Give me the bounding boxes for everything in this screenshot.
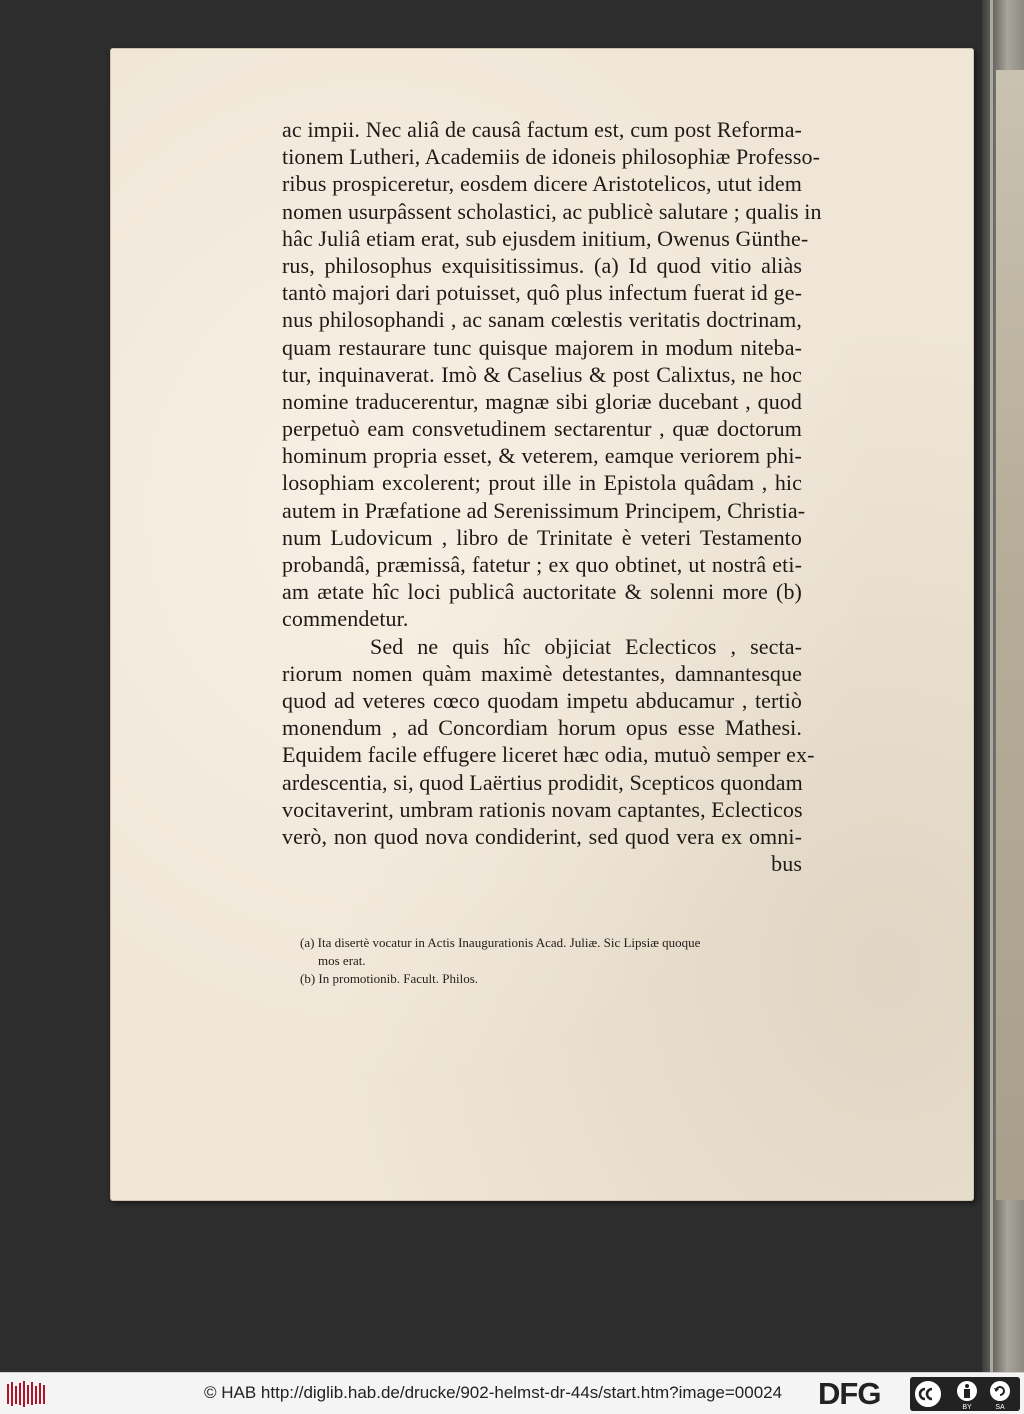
footnotes — [300, 934, 820, 988]
text-line: tionem Lutheri, Academiis de idoneis philosophiæ Professo- — [282, 144, 821, 170]
text-line: hominum propria esset, & veterem, eamque veriorem phi- — [282, 443, 802, 469]
text-line: autem in Præfatione ad Serenissimum Principem, Christia- — [282, 497, 806, 523]
copyright-link[interactable]: © HAB http://diglib.hab.de/drucke/902-helmst-dr-44s/start.htm?image=00024 — [204, 1383, 783, 1402]
text-line: nomine traducerentur, magnæ sibi gloriæ ducebant , quod — [282, 388, 802, 414]
footnote-line: (b) In promotionib. Facult. Philos. — [300, 971, 479, 986]
text-line: verò, non quod nova condiderint, sed quod vera ex omni- — [282, 823, 802, 849]
hab-library-logo-icon — [6, 1380, 46, 1408]
text-line: ribus prospiceretur, eosdem dicere Aristotelicos, utut idem — [282, 171, 802, 197]
main-text — [282, 116, 822, 877]
text-line: monendum , ad Concordiam horum opus esse Mathesi. — [282, 715, 802, 741]
text-line: tur, inquinaverat. Imò & Caselius & post Calixtus, ne hoc — [282, 361, 802, 387]
text-line: Sed ne quis hîc objiciat Eclecticos , secta- — [370, 633, 802, 659]
text-line: losophiam excolerent; prout ille in Epistola quâdam , hic — [282, 470, 802, 496]
text-line: ac impii. Nec aliâ de causâ factum est, cum post Reforma- — [282, 117, 802, 142]
text-line: rus, philosophus exquisitissimus. (a) Id quod vitio aliàs — [282, 252, 802, 278]
text-line: nus philosophandi , ac sanam cœlestis veritatis doctrinam, — [282, 307, 802, 333]
text-line: ardescentia, si, quod Laërtius prodidit, Scepticos quondam — [282, 769, 803, 795]
text-line: commendetur. — [282, 606, 409, 632]
text-line: quam restaurare tunc quisque majorem in modum niteba- — [282, 334, 802, 360]
sa-label: SA — [995, 1404, 1005, 1411]
text-line: probandâ, præmissâ, fatetur ; ex quo obtinet, ut nostrâ eti- — [282, 552, 802, 577]
scan-edge — [982, 0, 1024, 1372]
text-line: hâc Juliâ etiam erat, sub ejusdem initium, Owenus Günthe- — [282, 225, 809, 251]
text-line: am ætate hîc loci publicâ auctoritate & solenni more (b) — [282, 579, 802, 605]
text-line: num Ludovicum , libro de Trinitate è veteri Testamento — [282, 524, 802, 550]
scanner-glass-edge — [990, 0, 993, 1372]
text-line: quod ad veteres cœco quodam impetu abducamur , tertiò — [282, 687, 802, 713]
footnote-line: (a) Ita disertè vocatur in Actis Inaugurationis Acad. Juliæ. Sic Lipsiæ quoque — [300, 935, 701, 950]
text-line: Equidem facile effugere liceret hæc odia, mutuò semper ex- — [282, 742, 815, 768]
viewer-footer — [0, 1372, 1024, 1414]
next-page-edge — [996, 70, 1024, 1200]
creative-commons-badge[interactable] — [910, 1377, 1020, 1411]
text-line: bus — [771, 851, 802, 877]
by-label: BY — [962, 1404, 972, 1411]
text-line: nomen usurpâssent scholastici, ac publicè salutare ; qualis in — [282, 198, 822, 224]
dfg-logo: DFG — [818, 1376, 881, 1411]
text-line: tantò majori dari potuisset, quô plus infectum fuerat id ge- — [282, 280, 802, 306]
book-page — [110, 48, 974, 1201]
text-line: perpetuò eam consvetudinem sectarentur , quæ doctorum — [282, 416, 802, 442]
cc-icon — [914, 1380, 942, 1408]
footnote-line: mos erat. — [318, 953, 366, 968]
text-line: riorum nomen quàm maximè detestantes, damnantesque — [282, 660, 802, 686]
text-line: vocitaverint, umbram rationis novam captantes, Eclecticos — [282, 796, 803, 822]
